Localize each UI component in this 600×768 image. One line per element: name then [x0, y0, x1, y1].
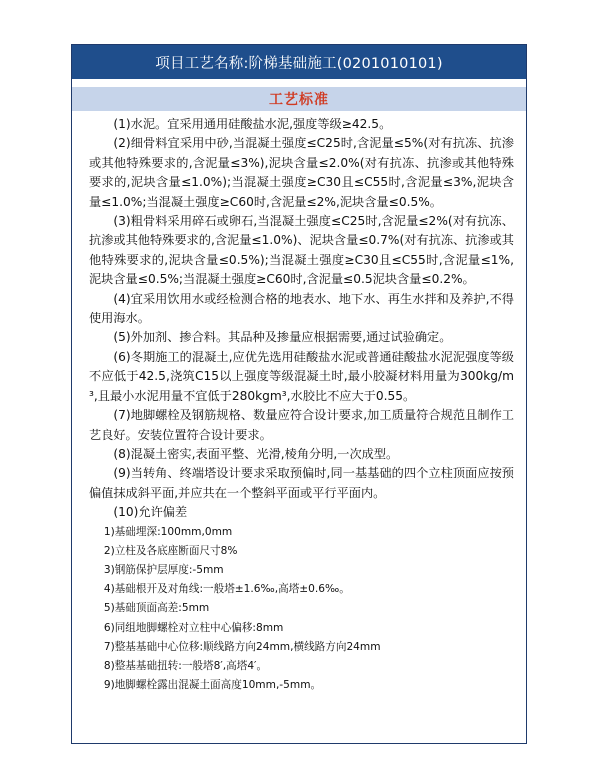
tolerance-item: 9)地脚螺栓露出混凝土面高度10mm,-5mm。: [103, 679, 322, 692]
paragraph-anchor-bolts: (7)地脚螺栓及钢筋规格、数量应符合设计要求,加工质量符合规范且制作工艺良好。安装位置符合设计要求。: [89, 408, 514, 442]
paragraph-fine-aggregate: (2)细骨料宜采用中砂,当混凝土强度≤C25时,含泥量≤5%(对有抗冻、抗渗或其他特殊要求的,含泥量≤3%),泥块含量≤2.0%(对有抗冻、抗渗或其他特殊要求的,泥块含量≤1.0%);当混凝土强度≥C30且≤C55时,含泥量≤3%,泥块含量≤1.0%;当混凝土强度≥C60时,含泥量≤2%,泥块含量≤0.5%。: [89, 136, 514, 209]
tolerance-item: 6)同组地脚螺栓对立柱中心偏移:8mm: [103, 621, 284, 634]
paragraph-admixture: (5)外加剂、掺合料。其品种及掺量应根据需要,通过试验确定。: [113, 330, 452, 345]
paragraph-winter-construction: (6)冬期施工的混凝土,应优先选用硅酸盐水泥或普通硅酸盐水泥泥强度等级不应低于42.5,浇筑C15以上强度等级混凝土时,最小胶凝材料用量为300kg/m³,且最小水泥用量不宜低于280kgm³,水胶比不应大于0.55。: [89, 349, 514, 403]
paragraph-water: (4)宜采用饮用水或经检测合格的地表水、地下水、再生水拌和及养护,不得使用海水。: [89, 291, 514, 326]
card-title: 项目工艺名称:阶梯基础施工(0201010101): [72, 45, 526, 79]
paragraph-pre-deflection: (9)当转角、终端塔设计要求采取预偏时,同一基基础的四个立柱顶面应按预偏值抹成斜平面,并应共在一个整斜平面或平行平面内。: [89, 466, 514, 500]
tolerance-item: 8)整基基础扭转:一般塔8′,高塔4′。: [103, 659, 268, 672]
paragraph-concrete-finish: (8)混凝土密实,表面平整、光滑,棱角分明,一次成型。: [113, 446, 399, 461]
tolerance-item: 1)基础埋深:100mm,0mm: [103, 525, 233, 538]
paragraph-cement: (1)水泥。宜采用通用硅酸盐水泥,强度等级≥42.5。: [113, 117, 392, 131]
standard-content: [72, 111, 526, 695]
tolerance-item: 5)基础顶面高差:5mm: [103, 602, 210, 615]
tolerance-item: 7)整基基础中心位移:顺线路方向24mm,横线路方向24mm: [103, 640, 381, 653]
tolerance-item: 3)钢筋保护层厚度:-5mm: [103, 563, 224, 576]
tolerance-list: [89, 523, 514, 696]
paragraph-tolerance-heading: (10)允许偏差: [113, 505, 188, 520]
process-card: [71, 44, 527, 744]
paragraph-coarse-aggregate: (3)粗骨料采用碎石或卵石,当混凝土强度≤C25时,含泥量≤2%(对有抗冻、抗渗或其他特殊要求的,含泥量≤1.0%)、泥块含量≤0.7%(对有抗冻、抗渗或其他特殊要求的,泥块含量≤0.5%);当混凝土强度≥C30且≤C55时,含泥量≤1%,泥块含量≤0.5%;当混凝土强度≥C60时,含泥量≤0.5泥块含量≤0.2%。: [89, 214, 514, 287]
tolerance-item: 4)基础根开及对角线:一般塔±1.6‰,高塔±0.6‰。: [103, 583, 350, 596]
section-title: 工艺标准: [72, 87, 526, 111]
tolerance-item: 2)立柱及各底座断面尺寸8%: [103, 544, 238, 557]
